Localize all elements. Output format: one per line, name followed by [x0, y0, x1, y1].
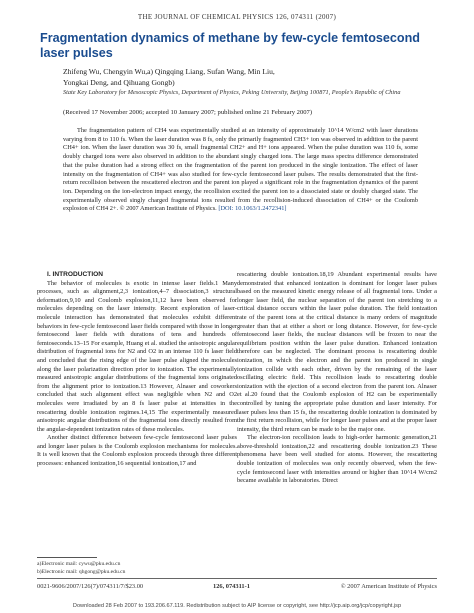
section-heading: I. INTRODUCTION — [47, 271, 104, 278]
footnote-divider — [37, 557, 97, 558]
left-paragraph-1: The behavior of molecules is exotic in intense laser fields.1 Many processes, such as alignment,2,3 ionization,4–7 dissociation,3 structural deformation,9,10 and Coulomb explosion,11,12 have been observed for molecules depending on the laser intensity. Recent exploration of laser-molecule interaction has demonstrated that molecules exhibit different behaviors in few-cycle femtosecond laser fields compared with those in longer femtosecond laser fields with durations of tens and hundreds of femtoseconds.13–15 For example, Huang et al. studied the anisotropic angular distribution of fragmental ions for N2 and O2 in an intense 110 fs laser field and concluded that the rising edge of the laser pulse aligned the molecules along the laser polarization direction prior to ionization. The experimentally measured anisotropic angular distributions of the fragmental ions originated from the alignment prior to ionization.13 However, Alnaser and coworkers concluded that such alignment effect was negligible when N2 and O2 molecules were irradiated by an 8 fs laser pulse at intensities in the rescattering double ionization regimes.14,15 The experimentally measured anisotropic angular distributions of the fragmental ions directly resulted from the angular-dependent ionization rates of these molecules. — [37, 279, 237, 433]
doi-link[interactable]: [DOI: 10.1063/1.2472341] — [218, 205, 287, 213]
footer-page-number: 126, 074311-1 — [213, 583, 250, 590]
journal-header: THE JOURNAL OF CHEMICAL PHYSICS 126, 074311 (2007) — [137, 13, 337, 21]
footer-copyright: © 2007 American Institute of Physics — [340, 583, 437, 590]
footnotes — [37, 560, 237, 576]
abstract-body: The fragmentation pattern of CH4 was experimentally studied at an intensity of approximately 10^14 W/cm2 with laser durations varying from 8 to 110 fs. When the laser duration was 8 fs, only the primarily fragmented CH3+ ion was observed in addition to the parent CH4+ ion. When the laser duration was 30 fs, small fragmental CH2+ and H+ ions appeared. When the pulse duration was 110 fs, some doubly charged ions were also observed in addition to the abundant singly charged ions. The large mass spectra difference demonstrated that the pulse duration had a strong effect on the fragmentation of the parent ion produced in the single ionization. The effect of laser intensity on the fragmentation of CH4+ was also studied for few-cycle femtosecond laser pulses. The results demonstrated that the first-return recollision between the rescattered electron and the parent ion played a significant role in the fragmentation dynamics of the parent ion. Depending on the ion-electron impact energy, the recollision excited the parent ion to a dissociated state or doubly charged state. The experimentally observed singly charged fragmental ions resulted from the recollision-induced dissociation of CH4+ or the Coulomb explosion of CH4 2+. © 2007 American Institute of Physics. — [63, 127, 418, 213]
footer-divider — [37, 578, 437, 579]
download-notice: Downloaded 28 Feb 2007 to 193.206.67.119. Redistribution subject to AIP license or copyright, see http://jcp.aip.org/jcp/copyright.jsp — [72, 603, 402, 609]
right-paragraph-2: The electron-ion recollision leads to high-order harmonic generation,21 above-threshold ionization,22 and rescattering double ionization.23 These phenomena have been well studied for atoms. However, the rescattering double ionization of molecules was only recently observed, when the few-cycle femtosecond laser with intensities around or higher than 10^14 W/cm2 became available in laboratories. Direct — [237, 434, 437, 485]
authors-line-1: Zhifeng Wu, Chengyin Wu,a) Qingqing Liang, Sufan Wang, Min Liu, — [63, 67, 275, 76]
abstract-text — [63, 127, 418, 214]
authors-line-2: Yongkai Deng, and Qihuang Gongb) — [63, 77, 175, 87]
received-dates: (Received 17 November 2006; accepted 10 January 2007; published online 21 February 2007) — [63, 109, 313, 116]
left-paragraph-2: Another distinct difference between few-cycle femtosecond laser pulses and longer laser pulses is the Coulomb explosion mechanisms for molecules. It is well known that the Coulomb explosion proceeds through three different processes: enhanced ionization,16 sequential ionization,17 and — [37, 434, 237, 468]
footnote-b: b)Electronic mail: qhgong@pku.edu.cn — [37, 569, 126, 575]
abstract — [63, 127, 418, 214]
affiliation: State Key Laboratory for Mesoscopic Physics, Department of Physics, Peking University, Beijing 100871, People's Republic of China — [63, 89, 401, 96]
article-title: Fragmentation dynamics of methane by few-cycle femtosecond laser pulses — [40, 31, 421, 60]
right-paragraph-1: rescattering double ionization.18,19 Abundant experimental results have demonstrated that enhanced ionization is dominant for longer laser pulses based on the measured kinetic energy release of all fragmental ions. Under a longer laser field, the nuclear separation of the parent ion stretching to a critical distance occurs within the laser pulse duration. The field ionization rate of the parent ions at the critical distance is many orders of magnitude greater than that at either a short or long distance. However, for few-cycle femtosecond laser fields, the nuclear distances will be frozen to near the equilibrium position within the laser pulse duration. Enhanced ionization therefore can be neglected. The dominant process is rescattering double ionization, in which the electron and the parent ion produced in single ionization collide with each other, driven by the remaining of the laser oscillating electric field. This recollision leads to rescattering double ionization with the ejection of a second electron from the parent ion. Alnaser et al.20 found that the Coulomb explosion of H2 can be experimentally controlled by tuning the appropriate pulse duration and laser intensity. For laser pulses less than 15 fs, the rescattering double ionization is dominated by the first return recollision, while for longer laser pulses and at the proper laser intensity, the third return can be made to be the major one. — [237, 271, 437, 433]
left-column — [37, 271, 237, 469]
footer-issn: 0021-9606/2007/126(7)/074311/7/$23.00 — [37, 583, 144, 590]
author-list — [63, 67, 423, 88]
right-column — [237, 271, 437, 486]
footnote-a: a)Electronic mail: cywu@pku.edu.cn — [37, 561, 121, 567]
